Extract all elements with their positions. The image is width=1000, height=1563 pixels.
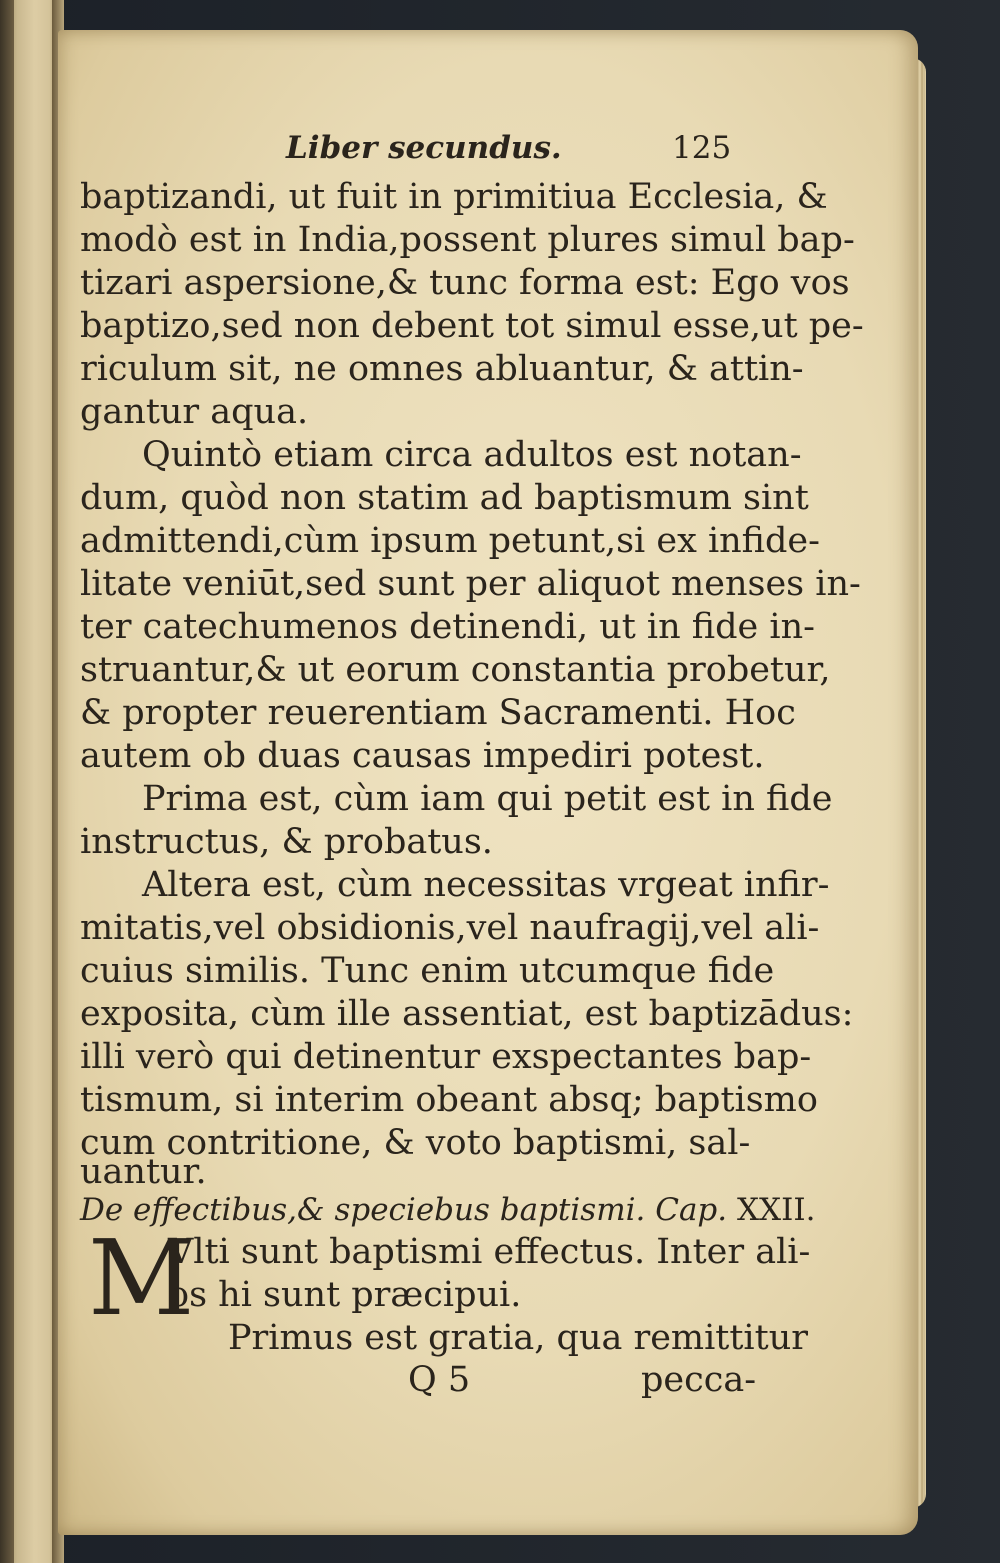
text-line: baptizo,sed non debent tot simul esse,ut pe- bbox=[80, 306, 864, 346]
text-line: gantur aqua. bbox=[80, 392, 309, 432]
text-line: Primus est gratia, qua remittitur bbox=[228, 1318, 808, 1358]
book-page bbox=[58, 30, 918, 1535]
signature-mark: Q 5 bbox=[408, 1360, 471, 1400]
catchword: pecca- bbox=[641, 1360, 757, 1400]
running-head: Liber secundus. bbox=[286, 130, 562, 166]
text-line: Vlti sunt baptismi effectus. Inter ali- bbox=[168, 1232, 811, 1272]
chapter-heading-number: XXII. bbox=[736, 1192, 816, 1228]
text-line: cuius similis. Tunc enim utcumque fide bbox=[80, 951, 775, 991]
binding-shadow bbox=[0, 0, 14, 1563]
text-line: admittendi,cùm ipsum petunt,si ex infide- bbox=[80, 521, 820, 561]
folio-number: 125 bbox=[672, 130, 732, 166]
text-line: Prima est, cùm iam qui petit est in fide bbox=[142, 779, 833, 819]
text-line: cum contritione, & voto baptismi, sal- bbox=[80, 1123, 751, 1163]
drop-cap-initial: M bbox=[88, 1217, 195, 1339]
text-line: uantur. bbox=[80, 1152, 207, 1192]
text-line: Altera est, cùm necessitas vrgeat infir- bbox=[142, 865, 830, 905]
text-line: & propter reuerentiam Sacramenti. Hoc bbox=[80, 693, 796, 733]
text-line: modò est in India,possent plures simul bap- bbox=[80, 220, 855, 260]
text-line: litate veniūt,sed sunt per aliquot menses in- bbox=[80, 564, 861, 604]
text-line: illi verò qui detinentur exspectantes bap- bbox=[80, 1037, 812, 1077]
text-line: struantur,& ut eorum constantia probetur, bbox=[80, 650, 831, 690]
text-line: Quintò etiam circa adultos est notan- bbox=[142, 435, 802, 475]
text-line: autem ob duas causas impediri potest. bbox=[80, 736, 765, 776]
text-line: os hi sunt præcipui. bbox=[168, 1275, 522, 1315]
text-line: exposita, cùm ille assentiat, est baptizādus: bbox=[80, 994, 854, 1034]
text-line: riculum sit, ne omnes abluantur, & attin- bbox=[80, 349, 804, 389]
text-line: baptizandi, ut fuit in primitiua Ecclesia, & bbox=[80, 177, 828, 217]
text-line: tizari aspersione,& tunc forma est: Ego vos bbox=[80, 263, 850, 303]
text-line: tismum, si interim obeant absq; baptismo bbox=[80, 1080, 818, 1120]
text-line: mitatis,vel obsidionis,vel naufragij,vel ali- bbox=[80, 908, 820, 948]
text-line: instructus, & probatus. bbox=[80, 822, 493, 862]
text-line: ter catechumenos detinendi, ut in fide in- bbox=[80, 607, 815, 647]
chapter-heading-title: De effectibus,& speciebus baptismi. Cap. bbox=[80, 1192, 728, 1228]
page-text bbox=[58, 30, 918, 1535]
text-line: dum, quòd non statim ad baptismum sint bbox=[80, 478, 809, 518]
